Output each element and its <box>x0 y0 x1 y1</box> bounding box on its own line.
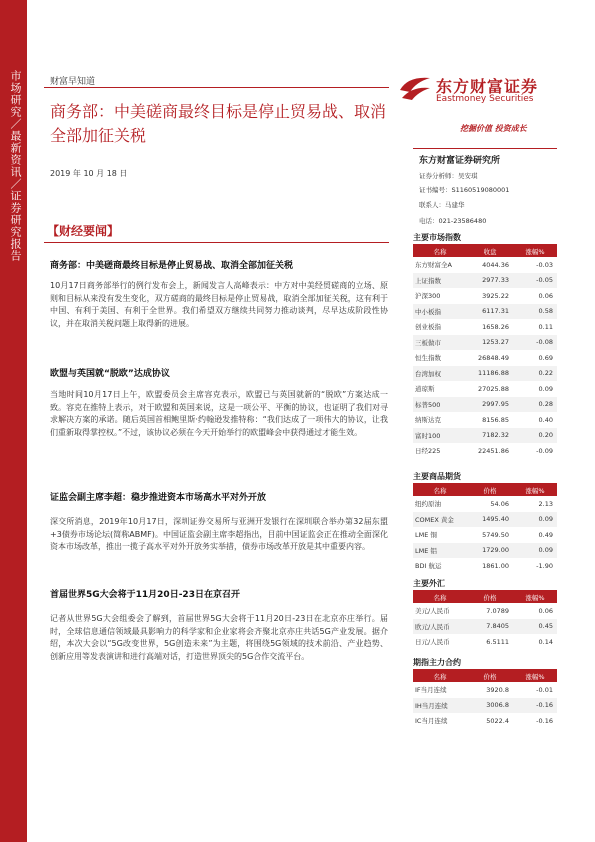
certificate-number: 证书编号：S1160519080001 <box>419 186 510 194</box>
cell-value: 4044.36 <box>482 260 509 269</box>
doc-type: 财富早知道 <box>50 77 96 87</box>
cell-change: 0.09 <box>538 384 553 393</box>
cell-name: BDI 航运 <box>415 562 442 571</box>
header-divider <box>44 87 389 88</box>
table-row <box>413 273 557 289</box>
sidebar <box>0 0 27 842</box>
fx-title: 主要外汇 <box>413 579 445 588</box>
table-row <box>413 443 557 459</box>
table-row <box>413 698 557 714</box>
cell-value: 3920.8 <box>486 685 509 694</box>
table-row <box>413 527 557 543</box>
col-price-header: 价格 <box>483 486 497 495</box>
news-heading-3: 证监会副主席李超：稳步推进资本市场高水平对外开放 <box>50 493 267 503</box>
news-heading-4: 首届世界5G大会将于11月20日-23日在京召开 <box>50 590 240 600</box>
cell-change: 0.40 <box>538 415 553 424</box>
news-heading-2: 欧盟与英国就“脱欧”达成协议 <box>50 369 170 379</box>
table-row <box>413 257 557 273</box>
cell-value: 6117.31 <box>482 307 509 316</box>
commodities-header <box>413 484 557 496</box>
news-section-label: 【财经要闻】 <box>47 224 120 238</box>
futures-title: 期指主力合约 <box>413 658 461 667</box>
contact-person: 联系人：马建华 <box>419 201 465 209</box>
cell-name: 美元/人民币 <box>415 607 450 616</box>
cell-change: 0.45 <box>538 622 553 631</box>
col-change-header: 涨幅% <box>525 247 545 256</box>
market-index-title: 主要市场指数 <box>413 233 461 242</box>
col-name-header: 名称 <box>433 486 447 495</box>
col-change-header: 涨幅% <box>525 593 545 602</box>
table-row <box>413 603 557 619</box>
table-row <box>413 496 557 512</box>
commodities-title: 主要商品期货 <box>413 472 461 481</box>
cell-value: 8156.85 <box>482 415 509 424</box>
cell-change: 0.06 <box>538 291 553 300</box>
cell-name: LME 铜 <box>415 531 437 540</box>
futures-header <box>413 670 557 682</box>
cell-change: -0.16 <box>536 701 553 710</box>
table-row <box>413 350 557 366</box>
cell-name: 标普500 <box>415 400 441 409</box>
cell-name: 纽约原油 <box>415 500 441 509</box>
cell-value: 3006.8 <box>486 701 509 710</box>
cell-value: 1495.40 <box>482 515 509 524</box>
table-row <box>413 682 557 698</box>
right-column-divider <box>413 148 557 149</box>
cell-name: 恒生指数 <box>415 354 441 363</box>
analyst-name: 证券分析师：吴安琪 <box>419 172 478 180</box>
cell-name: IH当月连续 <box>415 701 448 710</box>
table-row <box>413 558 557 574</box>
cell-name: COMEX 黄金 <box>415 515 454 524</box>
cell-name: 台湾加权 <box>415 369 441 378</box>
cell-value: 2977.33 <box>482 276 509 285</box>
table-row <box>413 512 557 528</box>
cell-change: 0.28 <box>538 400 553 409</box>
cell-change: 0.49 <box>538 530 553 539</box>
col-name-header: 名称 <box>433 672 447 681</box>
sidebar-label: 市场研究／最新资讯／证券研究报告 <box>9 70 22 262</box>
cell-value: 7182.32 <box>482 431 509 440</box>
report-date: 2019 年 10 月 18 日 <box>50 169 128 178</box>
table-row <box>413 335 557 351</box>
cell-name: 纳斯达克 <box>415 416 441 425</box>
commodities-section <box>413 471 557 574</box>
cell-change: 0.09 <box>538 515 553 524</box>
table-row <box>413 381 557 397</box>
col-change-header: 涨幅% <box>525 672 545 681</box>
cell-value: 7.0789 <box>486 606 509 615</box>
cell-name: 日元/人民币 <box>415 638 450 647</box>
news-body-3: 深交所消息，2019年10月17日，深圳证券交易所与亚洲开发银行在深圳联合举办第32届东盟+3债券市场论坛(简称ABMF)。中国证监会副主席李超指出，目前中国证监会正在推动全面深化资本市场改革，推出一揽子高水平对外开放务实举措，债券市场改革开放是其中重要内容。 <box>50 517 388 551</box>
cell-change: -0.03 <box>536 260 553 269</box>
news-heading-1: 商务部：中美磋商最终目标是停止贸易战、取消全部加征关税 <box>50 261 294 271</box>
logo-english-name: Eastmoney Securities <box>436 94 534 104</box>
cell-value: 1729.00 <box>482 546 509 555</box>
cell-value: 1861.00 <box>482 561 509 570</box>
cell-value: 5749.50 <box>482 530 509 539</box>
cell-value: 7.8405 <box>486 622 509 631</box>
cell-name: 沪深300 <box>415 292 441 301</box>
news-body-4: 记者从世界5G大会组委会了解到，首届世界5G大会将于11月20日-23日在北京亦庄举行。届时，全球信息通信领域最具影响力的科学家和企业家将会齐聚北京亦庄共话5G产业发展。据介绍，本次大会以“5G改变世界，5G创造未来”为主题，将围绕5G领域的技术前沿、产业趋势、创新应用等发表演讲和进行高端对话，打造世界顶尖的5G合作交流平台。 <box>50 614 388 661</box>
cell-change: 0.09 <box>538 546 553 555</box>
cell-change: -0.01 <box>536 685 553 694</box>
institute-name: 东方财富证券研究所 <box>419 156 501 166</box>
news-body-2: 当地时间10月17日上午，欧盟委员会主席容克表示，欧盟已与英国就新的“脱欧”方案达成一致。容克在推特上表示，对于欧盟和英国来说，这是一项公平、平衡的协议，也证明了我们对寻求解决方案的承诺。随后英国首相鲍里斯·约翰逊发推特称：“我们达成了一项伟大的协议，让我们重新取得掌控权。”不过，该协议必须在今天开始举行的欧盟峰会中获得通过才能生效。 <box>50 390 388 437</box>
cell-name: 创业板指 <box>415 323 441 332</box>
cell-name: 东方财富全A <box>415 261 452 270</box>
page-title: 商务部：中美磋商最终目标是停止贸易战、取消全部加征关税 <box>50 102 387 145</box>
table-row <box>413 288 557 304</box>
logo-mark-icon <box>398 74 432 104</box>
cell-change: -0.09 <box>536 446 553 455</box>
cell-name: 日经225 <box>415 447 441 456</box>
cell-change: 0.22 <box>538 369 553 378</box>
cell-value: 3925.22 <box>482 291 509 300</box>
market-index-header <box>413 245 557 257</box>
col-price-header: 价格 <box>483 593 497 602</box>
col-close-header: 收盘 <box>483 247 497 256</box>
col-name-header: 名称 <box>433 593 447 602</box>
table-row <box>413 428 557 444</box>
cell-name: IF当月连续 <box>415 686 447 695</box>
cell-value: 11186.88 <box>477 369 509 378</box>
cell-name: 三板做市 <box>415 338 441 347</box>
cell-change: 2.13 <box>538 499 553 508</box>
cell-value: 22451.86 <box>477 446 509 455</box>
cell-change: 0.69 <box>538 353 553 362</box>
cell-change: -0.08 <box>536 338 553 347</box>
cell-change: -0.05 <box>536 276 553 285</box>
table-row <box>413 619 557 635</box>
table-row <box>413 319 557 335</box>
table-row <box>413 634 557 650</box>
cell-change: 0.20 <box>538 431 553 440</box>
fx-section <box>413 578 557 650</box>
table-row <box>413 397 557 413</box>
logo-chinese-name: 东方财富证券 <box>436 77 539 96</box>
fx-header <box>413 591 557 603</box>
cell-value: 1658.26 <box>482 322 509 331</box>
cell-value: 1253.27 <box>482 338 509 347</box>
cell-name: 富时100 <box>415 431 441 440</box>
cell-change: 0.58 <box>538 307 553 316</box>
table-row <box>413 412 557 428</box>
futures-section <box>413 657 557 729</box>
table-row <box>413 366 557 382</box>
contact-phone: 电话：021-23586480 <box>419 217 487 225</box>
cell-name: IC当月连续 <box>415 717 448 726</box>
news-section-divider <box>44 242 389 243</box>
table-row <box>413 713 557 729</box>
cell-value: 5022.4 <box>486 716 509 725</box>
slogan: 挖掘价值 投资成长 <box>460 124 527 133</box>
market-index-section <box>413 232 557 459</box>
col-name-header: 名称 <box>433 247 447 256</box>
cell-name: 上证指数 <box>415 276 441 285</box>
cell-value: 54.06 <box>490 499 509 508</box>
cell-change: 0.14 <box>538 637 553 646</box>
cell-value: 2997.95 <box>482 400 509 409</box>
cell-name: LME 铝 <box>415 546 437 555</box>
cell-name: 欧元/人民币 <box>415 622 450 631</box>
cell-name: 道琼斯 <box>415 385 435 394</box>
cell-value: 26848.49 <box>477 353 509 362</box>
table-row <box>413 543 557 559</box>
col-change-header: 涨幅% <box>525 486 545 495</box>
cell-name: 中小板指 <box>415 307 441 316</box>
company-logo <box>398 72 558 112</box>
news-body-1: 10月17日商务部举行的例行发布会上，新闻发言人高峰表示：中方对中美经贸磋商的立场、原则和目标从来没有发生变化，双方磋商的最终目标是停止贸易战，取消全部加征关税，这有利于中国、有利于美国、有利于全世界。我们希望双方继续共同努力推动谈判，尽早达成阶段性协议，并在取消关税问题上取得新的进展。 <box>50 281 388 328</box>
cell-value: 6.5111 <box>486 637 509 646</box>
cell-value: 27025.88 <box>477 384 509 393</box>
table-row <box>413 304 557 320</box>
cell-change: -0.16 <box>536 716 553 725</box>
col-price-header: 价格 <box>483 672 497 681</box>
cell-change: -1.90 <box>536 561 553 570</box>
cell-change: 0.06 <box>538 606 553 615</box>
cell-change: 0.11 <box>538 322 553 331</box>
